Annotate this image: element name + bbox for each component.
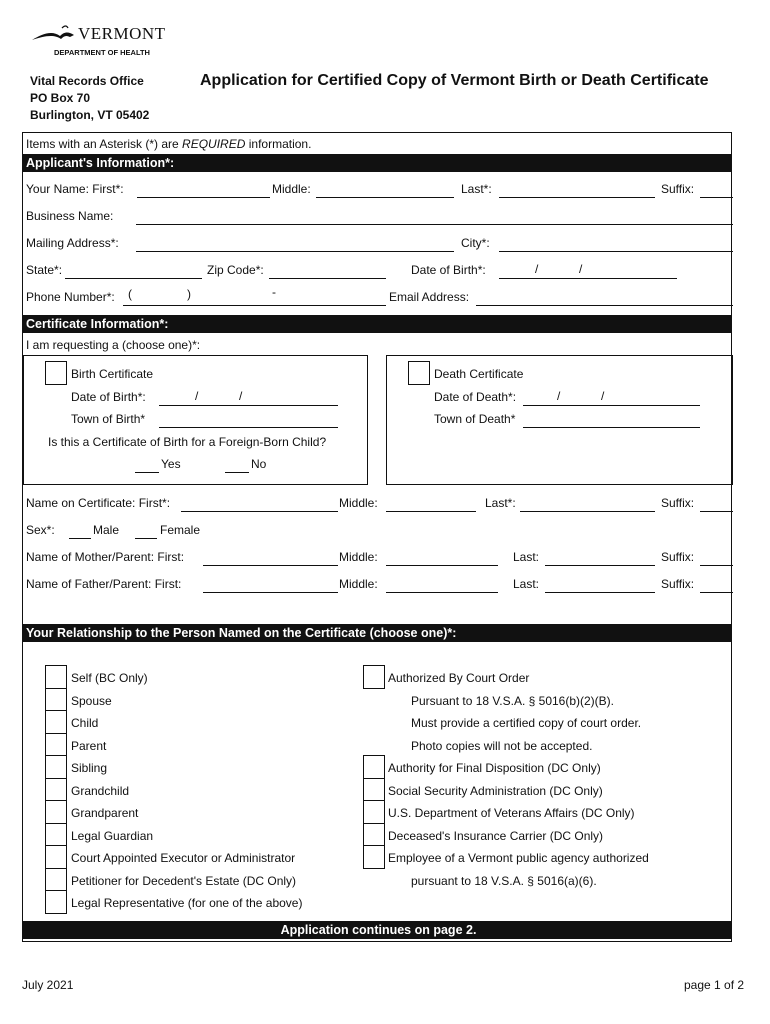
- mailing-address-field[interactable]: [136, 251, 454, 252]
- phone-field[interactable]: [123, 305, 386, 306]
- requesting-label: I am requesting a (choose one)*:: [26, 338, 201, 352]
- phone-label: Phone Number*:: [26, 290, 115, 304]
- court-note-1: Pursuant to 18 V.S.A. § 5016(b)(2)(B).: [411, 694, 614, 708]
- foreign-yes-field[interactable]: [135, 472, 159, 473]
- mother-middle-label: Middle:: [339, 550, 378, 564]
- rel-public-agency-checkbox[interactable]: [363, 845, 385, 869]
- state-label: State*:: [26, 263, 63, 277]
- rel-legal-guardian-label: Legal Guardian: [71, 829, 154, 843]
- father-suffix-field[interactable]: [700, 592, 733, 593]
- rel-sibling-label: Sibling: [71, 761, 108, 775]
- sex-male-label: Male: [93, 523, 120, 537]
- father-last-label: Last:: [513, 577, 540, 591]
- first-name-field[interactable]: [137, 197, 270, 198]
- rel-grandchild-label: Grandchild: [71, 784, 130, 798]
- footer-date: July 2021: [22, 978, 74, 992]
- cert-middle-field[interactable]: [386, 511, 476, 512]
- birth-dob-slash-1: /: [195, 389, 199, 403]
- rel-grandparent-label: Grandparent: [71, 806, 139, 820]
- rel-ssa-checkbox[interactable]: [363, 778, 385, 802]
- rel-final-disposition-checkbox[interactable]: [363, 755, 385, 779]
- sex-male-field[interactable]: [69, 538, 91, 539]
- first-name-label: Your Name: First*:: [26, 182, 124, 196]
- rel-sibling-checkbox[interactable]: [45, 755, 67, 779]
- phone-paren-open: (: [128, 287, 132, 301]
- birth-dob-field[interactable]: [159, 405, 338, 406]
- page-title: Application for Certified Copy of Vermont Birth or Death Certificate: [200, 72, 709, 89]
- zip-field[interactable]: [269, 278, 386, 279]
- father-first-field[interactable]: [203, 592, 338, 593]
- mother-suffix-label: Suffix:: [661, 550, 695, 564]
- rel-grandparent-checkbox[interactable]: [45, 800, 67, 824]
- court-note-3: Photo copies will not be accepted.: [411, 739, 593, 753]
- sex-female-field[interactable]: [135, 538, 157, 539]
- death-certificate-checkbox[interactable]: [408, 361, 430, 385]
- rel-parent-checkbox[interactable]: [45, 733, 67, 757]
- phone-paren-close: ): [187, 287, 191, 301]
- father-middle-label: Middle:: [339, 577, 378, 591]
- mailing-address-label: Mailing Address*:: [26, 236, 119, 250]
- cert-first-name-label: Name on Certificate: First*:: [26, 496, 171, 510]
- mother-last-label: Last:: [513, 550, 540, 564]
- rel-legal-rep-checkbox[interactable]: [45, 890, 67, 914]
- mother-first-field[interactable]: [203, 565, 338, 566]
- city-label: City*:: [461, 236, 490, 250]
- rel-self-checkbox[interactable]: [45, 665, 67, 689]
- death-certificate-label: Death Certificate: [434, 367, 524, 381]
- rel-petitioner-checkbox[interactable]: [45, 868, 67, 892]
- dob-label: Date of Birth*:: [411, 263, 486, 277]
- business-name-label: Business Name:: [26, 209, 114, 223]
- dob-field[interactable]: [499, 278, 677, 279]
- foreign-born-question: Is this a Certificate of Birth for a Foreign-Born Child?: [48, 435, 327, 449]
- certificate-heading: Certificate Information*:: [23, 315, 731, 333]
- rel-petitioner-label: Petitioner for Decedent's Estate (DC Only): [71, 874, 297, 888]
- rel-child-label: Child: [71, 716, 99, 730]
- rel-ssa-label: Social Security Administration (DC Only): [388, 784, 603, 798]
- dob-slash-1: /: [535, 262, 539, 276]
- rel-court-order-label: Authorized By Court Order: [388, 671, 530, 685]
- father-middle-field[interactable]: [386, 592, 498, 593]
- sex-female-label: Female: [160, 523, 201, 537]
- death-dod-slash-1: /: [557, 389, 561, 403]
- rel-spouse-label: Spouse: [71, 694, 112, 708]
- office-line-1: Vital Records Office: [30, 74, 144, 88]
- rel-legal-rep-label: Legal Representative (for one of the above): [71, 896, 303, 910]
- zip-label: Zip Code*:: [207, 263, 264, 277]
- rel-court-order-checkbox[interactable]: [363, 665, 385, 689]
- rel-final-disposition-label: Authority for Final Disposition (DC Only): [388, 761, 601, 775]
- state-field[interactable]: [65, 278, 202, 279]
- office-line-2: PO Box 70: [30, 91, 91, 105]
- rel-spouse-checkbox[interactable]: [45, 688, 67, 712]
- death-dod-field[interactable]: [523, 405, 700, 406]
- city-field[interactable]: [499, 251, 733, 252]
- suffix-field[interactable]: [700, 197, 733, 198]
- dob-slash-2: /: [579, 262, 583, 276]
- court-note-2: Must provide a certified copy of court order.: [411, 716, 642, 730]
- cert-suffix-field[interactable]: [700, 511, 733, 512]
- death-town-label: Town of Death*: [434, 412, 516, 426]
- rel-child-checkbox[interactable]: [45, 710, 67, 734]
- rel-va-label: U.S. Department of Veterans Affairs (DC Only): [388, 806, 635, 820]
- office-line-3: Burlington, VT 05402: [30, 108, 150, 122]
- birth-certificate-checkbox[interactable]: [45, 361, 67, 385]
- birth-dob-slash-2: /: [239, 389, 243, 403]
- father-last-field[interactable]: [545, 592, 655, 593]
- foreign-yes-label: Yes: [161, 457, 181, 471]
- last-name-label: Last*:: [461, 182, 492, 196]
- cert-last-label: Last*:: [485, 496, 516, 510]
- rel-legal-guardian-checkbox[interactable]: [45, 823, 67, 847]
- last-name-field[interactable]: [499, 197, 655, 198]
- sex-label: Sex*:: [26, 523, 55, 537]
- father-first-label: Name of Father/Parent: First:: [26, 577, 182, 591]
- death-dod-label: Date of Death*:: [434, 390, 517, 404]
- rel-insurance-checkbox[interactable]: [363, 823, 385, 847]
- foreign-no-field[interactable]: [225, 472, 249, 473]
- mother-suffix-field[interactable]: [700, 565, 733, 566]
- footer-page: page 1 of 2: [684, 978, 745, 992]
- father-suffix-label: Suffix:: [661, 577, 695, 591]
- rel-parent-label: Parent: [71, 739, 107, 753]
- cert-first-name-field[interactable]: [181, 511, 338, 512]
- email-label: Email Address:: [389, 290, 470, 304]
- foreign-no-label: No: [251, 457, 267, 471]
- rel-public-agency-label: Employee of a Vermont public agency authorized: [388, 851, 649, 865]
- rel-executor-checkbox[interactable]: [45, 845, 67, 869]
- vermont-logo: [30, 22, 165, 62]
- applicant-heading: Applicant's Information*:: [23, 154, 731, 172]
- death-dod-slash-2: /: [601, 389, 605, 403]
- public-agency-note: pursuant to 18 V.S.A. § 5016(a)(6).: [411, 874, 597, 888]
- suffix-label: Suffix:: [661, 182, 695, 196]
- business-name-field[interactable]: [136, 224, 733, 225]
- rel-grandchild-checkbox[interactable]: [45, 778, 67, 802]
- rel-insurance-label: Deceased's Insurance Carrier (DC Only): [388, 829, 604, 843]
- rel-executor-label: Court Appointed Executor or Administrator: [71, 851, 296, 865]
- phone-dash: -: [272, 285, 276, 299]
- continue-bar: Application continues on page 2.: [23, 921, 731, 939]
- logo-dept: DEPARTMENT OF HEALTH: [54, 48, 150, 57]
- birth-town-label: Town of Birth*: [71, 412, 146, 426]
- relationship-heading: Your Relationship to the Person Named on the Certificate (choose one)*:: [23, 624, 731, 642]
- birth-dob-label: Date of Birth*:: [71, 390, 146, 404]
- birth-certificate-label: Birth Certificate: [71, 367, 154, 381]
- death-town-field[interactable]: [523, 427, 700, 428]
- cert-last-field[interactable]: [520, 511, 655, 512]
- birth-town-field[interactable]: [159, 427, 338, 428]
- rel-self-label: Self (BC Only): [71, 671, 148, 685]
- cert-middle-label: Middle:: [339, 496, 378, 510]
- required-notice: Items with an Asterisk (*) are REQUIRED information.: [26, 137, 312, 151]
- middle-name-label: Middle:: [272, 182, 311, 196]
- mother-first-label: Name of Mother/Parent: First:: [26, 550, 185, 564]
- middle-name-field[interactable]: [316, 197, 454, 198]
- mother-last-field[interactable]: [545, 565, 655, 566]
- rel-va-checkbox[interactable]: [363, 800, 385, 824]
- logo-name: VERMONT: [78, 24, 166, 43]
- email-field[interactable]: [476, 305, 733, 306]
- application-form: [22, 132, 732, 942]
- mother-middle-field[interactable]: [386, 565, 498, 566]
- cert-suffix-label: Suffix:: [661, 496, 695, 510]
